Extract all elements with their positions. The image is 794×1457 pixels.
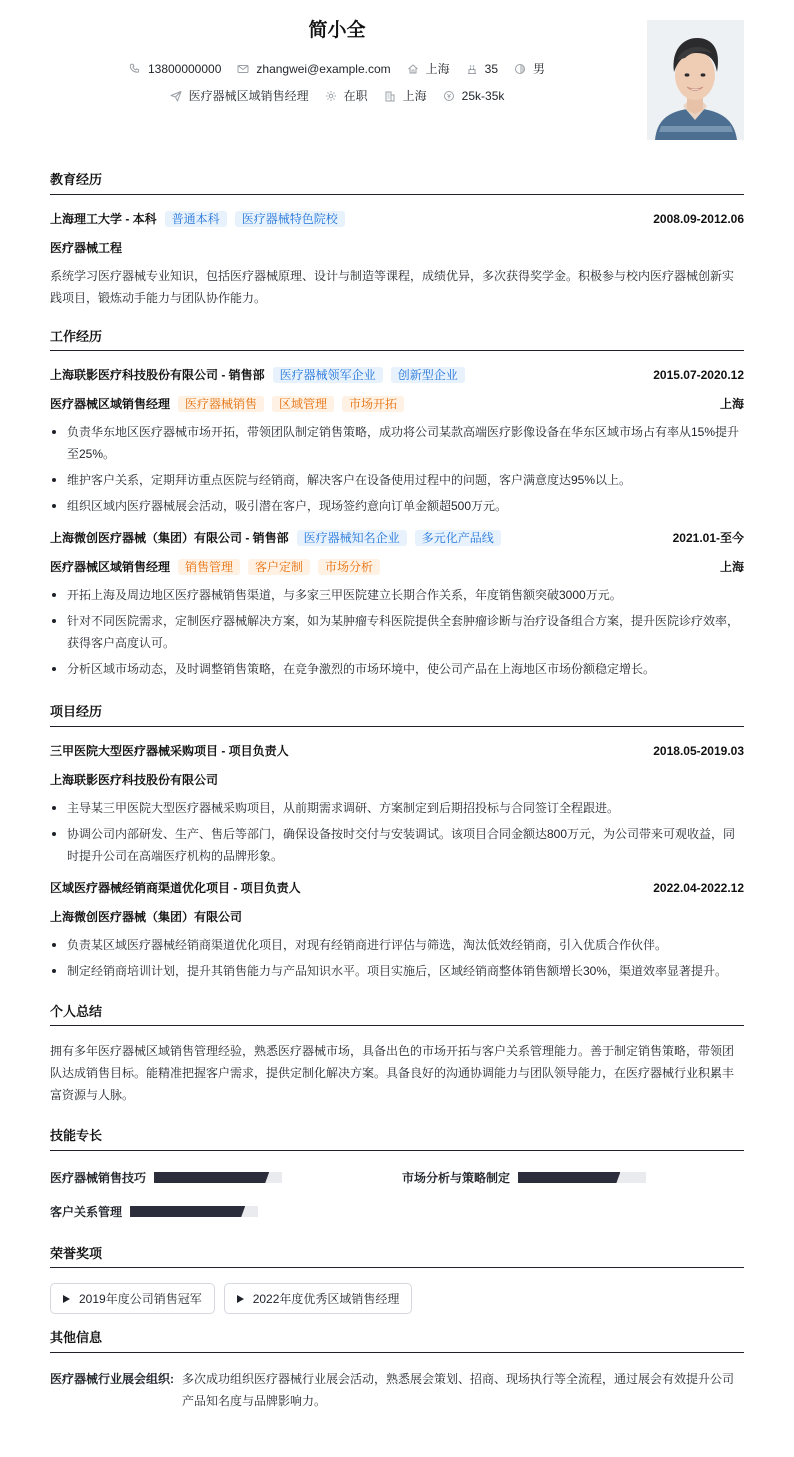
section-title-work: 工作经历 <box>50 327 744 352</box>
work-entry <box>50 529 744 680</box>
summary-section <box>50 1002 744 1107</box>
skill-item <box>402 1169 646 1187</box>
skill-name: 市场分析与策略制定 <box>402 1170 511 1185</box>
education-tag: 医疗器械特色院校 <box>235 211 345 227</box>
education-section <box>50 170 744 309</box>
job-title-value: 医疗器械区域销售经理 <box>188 89 309 103</box>
work-location: 上海 <box>719 397 744 411</box>
list-item: 组织区域内医疗器械展会活动，吸引潜在客户，现场签约意向订单金额超500万元。 <box>50 495 744 517</box>
role-tag: 客户定制 <box>248 559 310 575</box>
role-tag: 市场开拓 <box>342 396 404 412</box>
city-info <box>407 60 450 78</box>
section-title-skills: 技能专长 <box>50 1126 744 1151</box>
age-icon <box>466 63 478 75</box>
work-role-row <box>50 395 744 413</box>
skill-bar-fill <box>154 1172 269 1183</box>
project-title: 三甲医院大型医疗器械采购项目 - 项目负责人 <box>50 743 289 758</box>
list-item: 负责某区域医疗器械经销商渠道优化项目，对现有经销商进行评估与筛选，淘汰低效经销商，引入优质合作伙伴。 <box>50 934 744 956</box>
resume-header <box>50 0 744 150</box>
list-item: 分析区域市场动态，及时调整销售策略，在竞争激烈的市场环境中，使公司产品在上海地区市场份额稳定增长。 <box>50 658 744 680</box>
section-title-honors: 荣誉奖项 <box>50 1244 744 1269</box>
list-item: 针对不同医院需求，定制医疗器械解决方案，如为某肿瘤专科医院提供全套肿瘤诊断与治疗设备组合方案，提升医院诊疗效率，获得客户高度认可。 <box>50 610 744 654</box>
phone-icon <box>129 63 141 75</box>
education-tag: 普通本科 <box>165 211 227 227</box>
list-item: 制定经销商培训计划，提升其销售能力与产品知识水平。项目实施后，区域经销商整体销售额增长30%，渠道效率显著提升。 <box>50 960 744 982</box>
projects-section <box>50 702 744 982</box>
work-company: 上海微创医疗器械（集团）有限公司 - 销售部 <box>50 531 289 545</box>
status-value: 在职 <box>343 89 368 103</box>
candidate-name: 简小全 <box>308 20 366 41</box>
list-item: 开拓上海及周边地区医疗器械销售渠道，与多家三甲医院建立长期合作关系，年度销售额突破3000万元。 <box>50 584 744 606</box>
section-title-summary: 个人总结 <box>50 1002 744 1027</box>
other-info-row <box>50 1368 744 1412</box>
project-org: 上海微创医疗器械（集团）有限公司 <box>50 909 243 924</box>
honors-section <box>50 1244 744 1315</box>
work-bullets <box>50 421 744 517</box>
project-entry <box>50 879 744 982</box>
project-bullets <box>50 797 744 867</box>
work-company: 上海联影医疗科技股份有限公司 - 销售部 <box>50 368 265 382</box>
work-date: 2021.01-至今 <box>672 531 744 545</box>
honor-item[interactable] <box>224 1283 413 1314</box>
work-company-row <box>50 529 744 547</box>
home-icon <box>407 63 419 75</box>
role-tag: 市场分析 <box>318 559 380 575</box>
role-tag: 医疗器械销售 <box>178 396 264 412</box>
job-intent-row <box>50 87 624 105</box>
project-bullets <box>50 934 744 982</box>
list-item: 协调公司内部研发、生产、售后等部门，确保设备按时交付与安装调试。该项目合同金额达800万元，为公司带来可观收益，同时提升公司在高端医疗机构的品牌形象。 <box>50 823 744 867</box>
skill-name: 医疗器械销售技巧 <box>50 1170 147 1185</box>
building-icon <box>384 90 396 102</box>
phone-info <box>129 60 221 78</box>
phone-value: 13800000000 <box>147 62 222 76</box>
mail-icon <box>237 63 249 75</box>
skills-list <box>50 1165 744 1231</box>
salary-info <box>443 87 505 105</box>
project-title-row <box>50 879 744 897</box>
work-role: 医疗器械区域销售经理 <box>50 397 171 411</box>
education-description: 系统学习医疗器械专业知识，包括医疗器械原理、设计与制造等课程，成绩优异，多次获得奖学金。积极参与校内医疗器械创新实践项目，锻炼动手能力与团队协作能力。 <box>50 268 735 305</box>
coin-icon <box>443 90 455 102</box>
profile-photo <box>647 20 744 140</box>
project-entry <box>50 742 744 867</box>
project-date: 2018.05-2019.03 <box>653 743 744 758</box>
school-name: 上海理工大学 - 本科 <box>50 211 157 226</box>
skill-bar <box>130 1206 258 1217</box>
work-role-row <box>50 558 744 576</box>
work-date: 2015.07-2020.12 <box>653 368 744 382</box>
skill-bar <box>518 1172 646 1183</box>
education-header <box>50 210 744 228</box>
salary-value: 25k-35k <box>461 89 505 103</box>
honors-list <box>50 1283 744 1314</box>
summary-text: 拥有多年医疗器械区域销售管理经验，熟悉医疗器械市场，具备出色的市场开拓与客户关系管理能力。善于制定销售策略，带领团队达成销售目标。能精准把握客户需求，提供定制化解决方案。具备良好的沟通协调能力与团队领导能力，在医疗器械行业积累丰富资源与人脉。 <box>50 1044 735 1102</box>
skill-bar-fill <box>130 1206 245 1217</box>
section-title-other: 其他信息 <box>50 1328 744 1353</box>
target-city-info <box>384 87 427 105</box>
company-tag: 创新型企业 <box>391 367 465 383</box>
work-bullets <box>50 584 744 680</box>
play-triangle-icon <box>63 1295 70 1303</box>
age-value: 35 <box>484 62 499 76</box>
work-company-row <box>50 366 744 384</box>
work-location: 上海 <box>719 560 744 574</box>
age-info <box>466 60 498 78</box>
list-item: 负责华东地区医疗器械市场开拓，带领团队制定销售策略，成功将公司某款高端医疗影像设备在华东区域市场占有率从15%提升至25%。 <box>50 421 744 465</box>
skill-bar <box>154 1172 282 1183</box>
list-item: 维护客户关系，定期拜访重点医院与经销商，解决客户在设备使用过程中的问题，客户满意度达95%以上。 <box>50 469 744 491</box>
city-value: 上海 <box>425 62 450 76</box>
job-title-info <box>170 87 309 105</box>
gender-value: 男 <box>533 62 546 76</box>
project-org: 上海联影医疗科技股份有限公司 <box>50 772 219 787</box>
email-info <box>237 60 390 78</box>
play-triangle-icon <box>237 1295 244 1303</box>
project-date: 2022.04-2022.12 <box>653 880 744 895</box>
company-tag: 多元化产品线 <box>415 530 501 546</box>
section-title-education: 教育经历 <box>50 170 744 195</box>
work-role: 医疗器械区域销售经理 <box>50 560 171 574</box>
other-info-key: 医疗器械行业展会组织: <box>50 1371 174 1386</box>
role-tag: 销售管理 <box>178 559 240 575</box>
project-title: 区域医疗器械经销商渠道优化项目 - 项目负责人 <box>50 880 301 895</box>
email-value: zhangwei@example.com <box>256 62 391 76</box>
gender-info <box>514 60 545 78</box>
work-section <box>50 327 744 681</box>
skill-item <box>50 1169 282 1187</box>
list-item: 主导某三甲医院大型医疗器械采购项目，从前期需求调研、方案制定到后期招投标与合同签订全程跟进。 <box>50 797 744 819</box>
skill-item <box>50 1203 258 1221</box>
company-tag: 医疗器械知名企业 <box>297 530 407 546</box>
contact-row <box>50 60 624 78</box>
portrait-image <box>647 20 744 140</box>
gender-icon <box>514 63 526 75</box>
skill-name: 客户关系管理 <box>50 1204 123 1219</box>
skills-section <box>50 1126 744 1231</box>
role-tag: 区域管理 <box>272 396 334 412</box>
work-entry <box>50 366 744 517</box>
company-tag: 医疗器械领军企业 <box>273 367 383 383</box>
target-city-value: 上海 <box>402 89 427 103</box>
status-info <box>325 87 368 105</box>
other-section <box>50 1328 744 1412</box>
honor-item[interactable] <box>50 1283 215 1314</box>
project-title-row <box>50 742 744 760</box>
section-title-projects: 项目经历 <box>50 702 744 727</box>
honor-label: 2022年度优秀区域销售经理 <box>252 1291 400 1306</box>
other-info-value: 多次成功组织医疗器械行业展会活动，熟悉展会策划、招商、现场执行等全流程，通过展会有效提升公司产品知名度与品牌影响力。 <box>182 1371 735 1408</box>
honor-label: 2019年度公司销售冠军 <box>79 1291 202 1306</box>
education-major: 医疗器械工程 <box>50 240 123 255</box>
send-icon <box>170 90 182 102</box>
education-date: 2008.09-2012.06 <box>653 211 744 226</box>
gear-icon <box>325 90 337 102</box>
skill-bar-fill <box>518 1172 620 1183</box>
